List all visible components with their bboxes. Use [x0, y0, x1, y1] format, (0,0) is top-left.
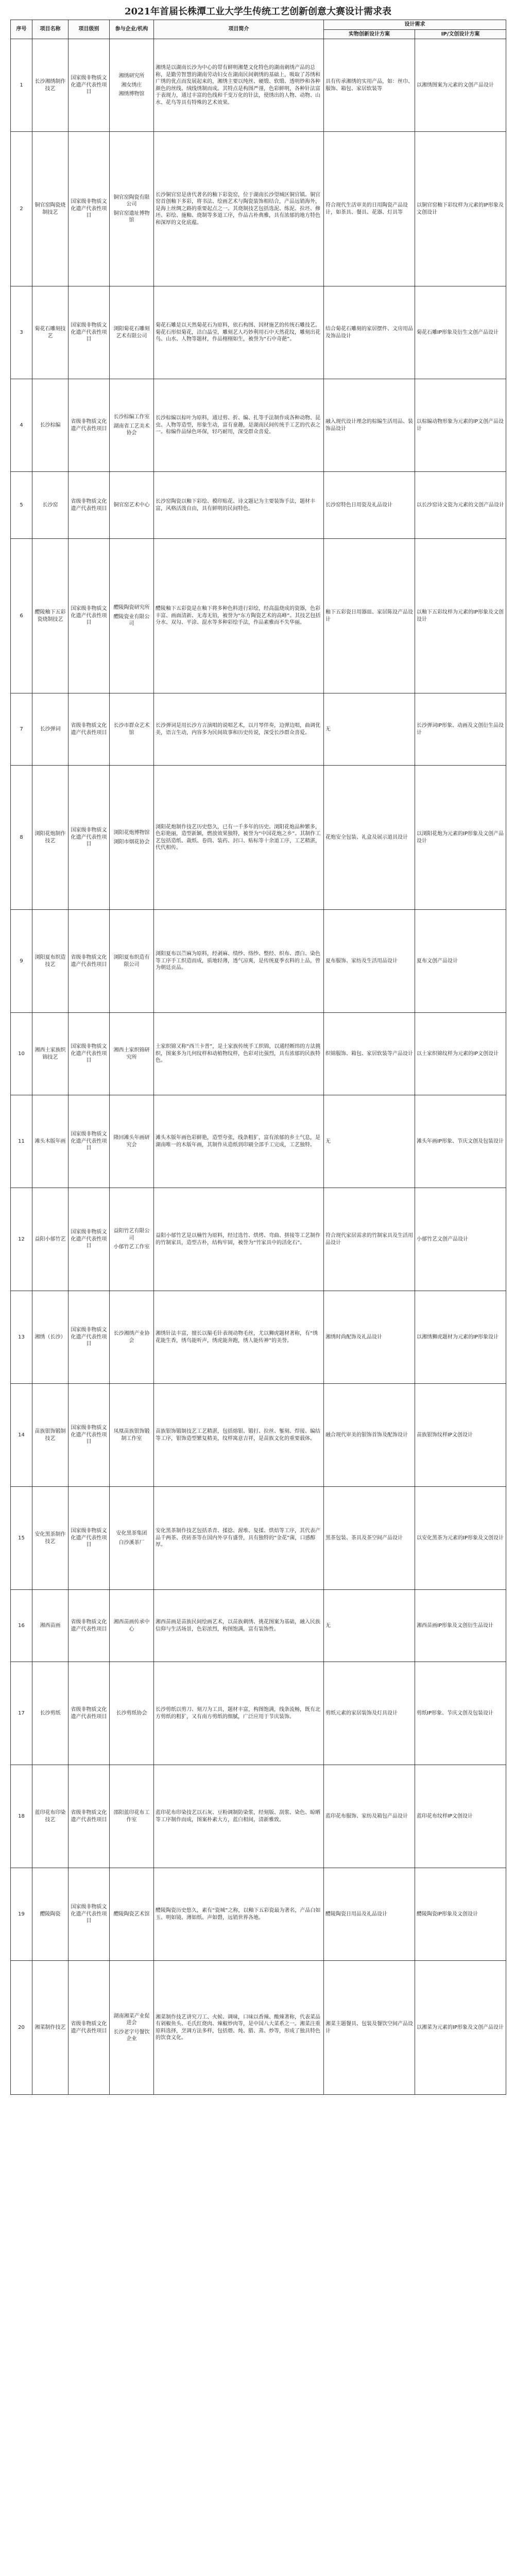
row-intro: 湘西苗画是苗族民间绘画艺术，以苗族刺绣、挑花图案为基础，融入民族信仰与生活场景，色彩浓烈，构图饱满，富有装饰性。	[154, 1590, 324, 1662]
row-design-req-b: 醴陵陶瓷IP形象及文创设计	[415, 1868, 506, 1961]
row-design-req-a: 织锦服饰、箱包、家居软装等产品设计	[324, 1013, 415, 1095]
row-level: 国家级非物质文化遗产代表性项目	[68, 286, 110, 379]
row-intro: 土家织锦又称“西兰卡普”，是土家族传统手工织锦，以通经断纬的方法挑织，图案多为几何纹样和动植物纹样，色彩对比强烈，具有浓郁的民族特色。	[154, 1013, 324, 1095]
row-orgs	[110, 539, 154, 693]
table-row	[11, 539, 506, 693]
row-design-req-a: 符合现代家居需求的竹制家具及生活用品设计	[324, 1188, 415, 1291]
row-design-req-a: 夏布服饰、家纺及生活用品设计	[324, 910, 415, 1013]
row-design-req-a: 融入现代设计理念的棕编生活用品、装饰品设计	[324, 379, 415, 472]
row-orgs	[110, 1590, 154, 1662]
row-design-req-a: 湘菜主题餐具、包装及餐饮空间产品设计	[324, 1961, 415, 2095]
row-project-name: 蓝印花布印染技艺	[32, 1765, 68, 1868]
row-level: 国家级非物质文化遗产代表性项目	[68, 1188, 110, 1291]
org-name: 醴陵陶瓷研究所	[113, 605, 150, 611]
row-project-name: 浏阳夏布织造技艺	[32, 910, 68, 1013]
header-inheritor: 参与企业/机构	[110, 20, 154, 39]
org-name: 浏阳花炮博物馆	[113, 830, 150, 836]
table-row	[11, 39, 506, 132]
row-design-req-b: 以铜官窑釉下彩纹样为元素的IP形象及文创设计	[415, 132, 506, 286]
row-design-req-b: 以湘绣狮虎题材为元素的IP形象设计	[415, 1291, 506, 1384]
row-level: 省级非物质文化遗产代表性项目	[68, 472, 110, 539]
row-design-req-b: 以浏阳花炮为元素的IP形象及文创产品设计	[415, 766, 506, 910]
org-name: 铜官窑陶瓷有限公司	[113, 194, 150, 207]
row-intro: 长沙棕编以棕叶为原料，通过剪、折、编、扎等手法制作成各种动物、昆虫、人物等造型，形象生动，富有童趣，是湖南民间传统手工艺的代表之一。棕编作品绿色环保，轻巧耐用，深受群众喜爱。	[154, 379, 324, 472]
row-intro: 醴陵陶瓷历史悠久，素有“瓷城”之称，以釉下五彩瓷最为著名，产品白如玉、明如镜、薄如纸、声如磬，远销世界各地。	[154, 1868, 324, 1961]
row-design-req-b: 菊花石雕IP形象及衍生文创产品设计	[415, 286, 506, 379]
org-name: 湖南湘菜产业促进会	[113, 2013, 150, 2026]
row-design-req-a: 具有传承湘绣的实用产品，如：丝巾、服饰、箱包、家居软装等	[324, 39, 415, 132]
row-level: 国家级非物质文化遗产代表性项目	[68, 1384, 110, 1487]
row-design-req-a: 融合现代审美的银饰首饰及配饰设计	[324, 1384, 415, 1487]
row-level: 省级非物质文化遗产代表性项目	[68, 1961, 110, 2095]
org-name: 长沙老字号餐饮企业	[113, 2029, 150, 2042]
row-design-req-b: 以湘菜为元素的IP形象及文创产品设计	[415, 1961, 506, 2095]
row-intro: 长沙剪纸以剪刀、刻刀为工具，题材丰富，构图饱满，线条流畅，既有北方剪纸的粗犷，又有南方剪纸的细腻，广泛应用于节庆装饰。	[154, 1662, 324, 1765]
row-intro: 安化黑茶制作技艺包括杀青、揉捻、渥堆、复揉、烘焙等工序，其代表产品千两茶、茯砖茶等在国内外享有盛誉，具有独特的“金花”菌，口感醇厚。	[154, 1487, 324, 1590]
row-project-name: 醴陵釉下五彩瓷烧制技艺	[32, 539, 68, 693]
table-row	[11, 766, 506, 910]
row-intro: 湘菜制作技艺讲究刀工、火候、调味，口味以香辣、酸辣著称，代表菜品有剁椒鱼头、毛氏红烧肉、辣椒炒肉等，是中国八大菜系之一。湘菜注重原料选择，烹调方法多样，包括煨、炖、腊、蒸、炒等，形成了独具特色的饮食文化。	[154, 1961, 324, 2095]
table-body	[11, 39, 506, 2095]
row-design-req-a: 无	[324, 1590, 415, 1662]
row-orgs	[110, 1291, 154, 1384]
table-row	[11, 1095, 506, 1188]
row-level: 国家级非物质文化遗产代表性项目	[68, 39, 110, 132]
row-level: 省级非物质文化遗产代表性项目	[68, 693, 110, 766]
row-number: 9	[11, 910, 32, 1013]
org-name: 隆回滩头年画研究会	[113, 1135, 150, 1148]
row-intro: 浏阳夏布以苎麻为原料，经剥麻、绩纱、络纱、整经、织布、漂白、染色等工序手工织造而成，质地轻薄，透气凉爽，是传统夏季衣料的上品，曾为朝廷贡品。	[154, 910, 324, 1013]
row-level: 国家级非物质文化遗产代表性项目	[68, 1487, 110, 1590]
row-number: 19	[11, 1868, 32, 1961]
table-row	[11, 1188, 506, 1291]
row-project-name: 醴陵陶瓷	[32, 1868, 68, 1961]
row-design-req-b: 滩头年画IP形象、节庆文创及包装设计	[415, 1095, 506, 1188]
row-design-req-b: 湘西苗画IP形象及文创衍生品设计	[415, 1590, 506, 1662]
table-row	[11, 286, 506, 379]
row-number: 12	[11, 1188, 32, 1291]
table-row	[11, 1487, 506, 1590]
org-name: 长沙湘绣产业协会	[113, 1331, 150, 1344]
table-row	[11, 693, 506, 766]
row-project-name: 湘西苗画	[32, 1590, 68, 1662]
row-level: 国家级非物质文化遗产代表性项目	[68, 1291, 110, 1384]
org-name: 益阳竹艺有限公司	[113, 1228, 150, 1241]
row-number: 7	[11, 693, 32, 766]
row-level: 省级非物质文化遗产代表性项目	[68, 1765, 110, 1868]
row-orgs	[110, 1013, 154, 1095]
table-row	[11, 472, 506, 539]
row-number: 11	[11, 1095, 32, 1188]
row-intro: 湘绣针法丰富，擅长以鬅毛针表现动物毛丝，尤以狮虎题材著称，有“绣花能生香，绣鸟能听声，绣虎能奔跑，绣人能传神”的美誉。	[154, 1291, 324, 1384]
org-name: 长沙棕编工作室	[113, 414, 150, 420]
row-design-req-b: 苗族银饰纹样IP文创设计	[415, 1384, 506, 1487]
row-design-req-b: 以土家织锦纹样为元素的IP文创设计	[415, 1013, 506, 1095]
row-project-name: 益阳小郁竹艺	[32, 1188, 68, 1291]
row-level: 国家级非物质文化遗产代表性项目	[68, 1013, 110, 1095]
org-name: 铜官窑遗址博物馆	[113, 210, 150, 223]
row-design-req-a: 黑茶包装、茶具及茶空间产品设计	[324, 1487, 415, 1590]
org-name: 浏阳夏布织造有限公司	[113, 955, 150, 968]
row-project-name: 滩头木版年画	[32, 1095, 68, 1188]
row-number: 3	[11, 286, 32, 379]
header-no: 序号	[11, 20, 32, 39]
row-design-req-b: 以安化黑茶为元素的IP形象及文创设计	[415, 1487, 506, 1590]
row-level: 省级非物质文化遗产代表性项目	[68, 1662, 110, 1765]
org-name: 湘西苗画传承中心	[113, 1619, 150, 1632]
row-project-name: 菊花石雕刻技艺	[32, 286, 68, 379]
row-orgs	[110, 1662, 154, 1765]
row-orgs	[110, 766, 154, 910]
org-name: 长沙剪纸协会	[116, 1710, 147, 1716]
header-sub-b: IP/文创设计方案	[415, 29, 506, 39]
row-intro: 湘绣是以湖南长沙为中心的带有鲜明湘楚文化特色的湖南刺绣产品的总称，是勤劳智慧的湖南劳动妇女在湖南民间刺绣的基础上，吸取了苏绣和广绣的优点而发展起来的，湘绣主要以纯丝、硬缎、软缎、透明纱和各种颜色的丝线、绒线绣制而成。其特点是构图严谨，色彩鲜明，各种针法富于表现力，通过丰富的色线和千变万化的针法，使绣出的人物、动物、山水、花鸟等具有特殊的艺术效果。	[154, 39, 324, 132]
row-project-name: 安化黑茶制作技艺	[32, 1487, 68, 1590]
row-intro: 菊花石雕是以天然菊花石为原料，依石构图、因材施艺的传统石雕技艺。菊花石形似菊花，洁白晶莹，雕刻艺人巧妙利用石中天然花纹，雕刻出花鸟、山水、人物等题材，作品栩栩如生，被誉为“石中奇葩”。	[154, 286, 324, 379]
row-project-name: 长沙弹词	[32, 693, 68, 766]
row-design-req-b: 蓝印花布纹样IP文创设计	[415, 1765, 506, 1868]
org-name: 凤凰苗族银饰锻制工作室	[113, 1429, 150, 1442]
row-number: 17	[11, 1662, 32, 1765]
row-project-name: 长沙湘绣制作技艺	[32, 39, 68, 132]
row-design-req-a: 结合菊花石雕刻的家居摆件、文房用品及饰品设计	[324, 286, 415, 379]
row-project-name: 湘菜制作技艺	[32, 1961, 68, 2095]
document-page	[10, 4, 506, 2095]
org-name: 长沙市群众艺术馆	[113, 723, 150, 736]
row-design-req-a: 无	[324, 693, 415, 766]
row-number: 15	[11, 1487, 32, 1590]
row-intro: 长沙弹词是用长沙方言演唱的说唱艺术，以月琴伴奏，边弹边唱，曲调优美，语言生动，内容多为民间故事和历史传说，深受长沙群众喜爱。	[154, 693, 324, 766]
table-row	[11, 910, 506, 1013]
table-row	[11, 1291, 506, 1384]
row-project-name: 铜官窑陶瓷烧制技艺	[32, 132, 68, 286]
row-number: 16	[11, 1590, 32, 1662]
row-orgs	[110, 1095, 154, 1188]
row-project-name: 苗族银饰锻制技艺	[32, 1384, 68, 1487]
row-orgs	[110, 1188, 154, 1291]
row-design-req-b: 以棕编动物形象为元素的IP文创产品设计	[415, 379, 506, 472]
org-name: 醴陵陶瓷艺术馆	[113, 1911, 150, 1917]
org-name: 浏阳菊花石雕刻艺术有限公司	[113, 326, 150, 339]
row-number: 2	[11, 132, 32, 286]
org-name: 铜官窑艺术中心	[113, 502, 150, 508]
row-orgs	[110, 1868, 154, 1961]
table-row	[11, 1868, 506, 1961]
row-intro: 益阳小郁竹艺是以楠竹为原料，经过选竹、烘烤、弯曲、拼接等工艺制作的竹制家具，造型古朴，结构牢固，被誉为“竹家具中的活化石”。	[154, 1188, 324, 1291]
row-design-req-b: 以釉下五彩纹样为元素的IP形象及文创设计	[415, 539, 506, 693]
header-design-req: 设计需求	[324, 20, 506, 30]
header-intro: 项目简介	[154, 20, 324, 39]
org-name: 醴陵瓷业有限公司	[113, 614, 150, 627]
row-orgs	[110, 472, 154, 539]
org-name: 小郁竹艺工作室	[113, 1244, 150, 1250]
row-orgs	[110, 693, 154, 766]
org-name: 湘女绣庄	[121, 82, 142, 88]
header-category: 项目级别	[68, 20, 110, 39]
row-number: 13	[11, 1291, 32, 1384]
row-number: 5	[11, 472, 32, 539]
table-row	[11, 1384, 506, 1487]
table-row	[11, 1961, 506, 2095]
org-name: 安化黑茶集团	[116, 1531, 147, 1536]
row-orgs	[110, 910, 154, 1013]
table-row	[11, 1662, 506, 1765]
row-intro: 滩头木版年画色彩鲜艳，造型夸张，线条粗犷，富有浓郁的乡土气息，是湖南唯一的木版年画，其制作从造纸到印刷全部手工完成，工艺独特。	[154, 1095, 324, 1188]
row-design-req-a: 长沙窑特色日用瓷及礼品设计	[324, 472, 415, 539]
org-name: 邵阳蓝印花布工作室	[113, 1810, 150, 1823]
org-name: 湘绣博物馆	[118, 91, 145, 97]
row-level: 国家级非物质文化遗产代表性项目	[68, 1095, 110, 1188]
row-level: 省级非物质文化遗产代表性项目	[68, 910, 110, 1013]
row-design-req-b: 以长沙窑诗文瓷为元素的文创产品设计	[415, 472, 506, 539]
row-intro: 长沙铜官窑是唐代著名的釉下彩瓷窑，位于湖南长沙望城区铜官镇。铜官窑首创釉下多彩，将书法、绘画艺术与陶瓷装饰相结合，产品远销海外，是海上丝绸之路的重要起点之一。其烧制技艺包括选泥、练泥、拉坯、修坯、彩绘、施釉、烧制等多道工序，作品古朴典雅，具有浓郁的地方特色和深厚的文化底蕴。	[154, 132, 324, 286]
org-name: 湘绣研究所	[118, 73, 145, 79]
row-number: 8	[11, 766, 32, 910]
row-orgs	[110, 286, 154, 379]
org-name: 白沙溪茶厂	[118, 1539, 145, 1546]
row-design-req-a: 花炮安全包装、礼盒及展示道具设计	[324, 766, 415, 910]
row-project-name: 长沙窑	[32, 472, 68, 539]
row-orgs	[110, 379, 154, 472]
row-design-req-a: 剪纸元素的家居装饰及灯具设计	[324, 1662, 415, 1765]
row-design-req-a: 湘绣时尚配饰及礼品设计	[324, 1291, 415, 1384]
row-number: 18	[11, 1765, 32, 1868]
org-name: 浏阳市烟花协会	[113, 839, 150, 845]
header-project: 项目名称	[32, 20, 68, 39]
table-row	[11, 1590, 506, 1662]
row-level: 国家级非物质文化遗产代表性项目	[68, 1868, 110, 1961]
row-level: 省级非物质文化遗产代表性项目	[68, 1590, 110, 1662]
row-project-name: 湘西土家族织锦技艺	[32, 1013, 68, 1095]
row-design-req-b: 小郁竹艺文创产品设计	[415, 1188, 506, 1291]
table-header-row	[11, 20, 506, 30]
row-project-name: 长沙剪纸	[32, 1662, 68, 1765]
row-design-req-b: 夏布文创产品设计	[415, 910, 506, 1013]
header-sub-a: 实物创新设计方案	[324, 29, 415, 39]
row-orgs	[110, 132, 154, 286]
row-orgs	[110, 1765, 154, 1868]
row-project-name: 浏阳花炮制作技艺	[32, 766, 68, 910]
row-project-name: 长沙棕编	[32, 379, 68, 472]
row-design-req-a: 釉下五彩瓷日用器皿、家居陈设产品设计	[324, 539, 415, 693]
row-design-req-b: 以湘绣图案为元素的文创产品设计	[415, 39, 506, 132]
row-orgs	[110, 39, 154, 132]
row-orgs	[110, 1384, 154, 1487]
table-row	[11, 1765, 506, 1868]
table-row	[11, 1013, 506, 1095]
row-number: 14	[11, 1384, 32, 1487]
org-name: 湖南省工艺美术协会	[113, 423, 150, 436]
table-row	[11, 132, 506, 286]
row-intro: 苗族银饰锻制技艺工艺精湛，包括熔银、锻打、拉丝、錾刻、焊接、编结等工序，银饰造型繁复精美，纹样寓意吉祥，是苗族文化的重要载体。	[154, 1384, 324, 1487]
row-intro: 醴陵釉下五彩瓷是在釉下将多种色料进行彩绘，经高温烧成的瓷器，色彩丰富、画面清新、无毒无铅，被誉为“东方陶瓷艺术的高峰”。其技艺包括分水、双勾、平涂、混水等多种彩绘手法，作品素雅而不失华丽。	[154, 539, 324, 693]
document-title: 2021年首届长株潭工业大学生传统工艺创新创意大赛设计需求表	[124, 6, 392, 17]
row-orgs	[110, 1961, 154, 2095]
row-intro: 浏阳花炮制作技艺历史悠久，已有一千多年的历史。浏阳花炮品种繁多，色彩艳丽，造型新颖，燃放效果独特，被誉为“中国花炮之乡”。其制作工艺包括造纸、裁纸、卷筒、装药、封口、贴标等十余道工序，工艺精湛，代代相传。	[154, 766, 324, 910]
table-row	[11, 379, 506, 472]
design-requirements-table	[10, 20, 506, 2095]
row-level: 国家级非物质文化遗产代表性项目	[68, 766, 110, 910]
org-name: 湘西土家织锦研究所	[113, 1047, 150, 1060]
row-number: 1	[11, 39, 32, 132]
row-design-req-a: 无	[324, 1095, 415, 1188]
row-number: 10	[11, 1013, 32, 1095]
row-design-req-a: 符合现代生活审美的日用陶瓷产品设计，如茶具、餐具、花器、灯具等	[324, 132, 415, 286]
row-project-name: 湘绣（长沙）	[32, 1291, 68, 1384]
row-level: 国家级非物质文化遗产代表性项目	[68, 539, 110, 693]
row-level: 省级非物质文化遗产代表性项目	[68, 379, 110, 472]
row-intro: 长沙窑陶瓷以釉下彩绘、模印贴花、诗文题记为主要装饰手法，题材丰富，风格活泼自由，具有鲜明的民间特色。	[154, 472, 324, 539]
row-orgs	[110, 1487, 154, 1590]
row-design-req-a: 蓝印花布服饰、家纺及箱包产品设计	[324, 1765, 415, 1868]
row-intro: 蓝印花布印染技艺以石灰、豆粉调制防染浆，经刻版、刮浆、染色、晾晒等工序制作而成，图案朴素大方，蓝白相间，清新雅致。	[154, 1765, 324, 1868]
row-number: 20	[11, 1961, 32, 2095]
row-level: 国家级非物质文化遗产代表性项目	[68, 132, 110, 286]
row-design-req-b: 剪纸IP形象、节庆文创及包装设计	[415, 1662, 506, 1765]
row-design-req-b: 长沙弹词IP形象、动画及文创衍生品设计	[415, 693, 506, 766]
row-number: 4	[11, 379, 32, 472]
row-design-req-a: 醴陵陶瓷日用品及礼品设计	[324, 1868, 415, 1961]
row-number: 6	[11, 539, 32, 693]
